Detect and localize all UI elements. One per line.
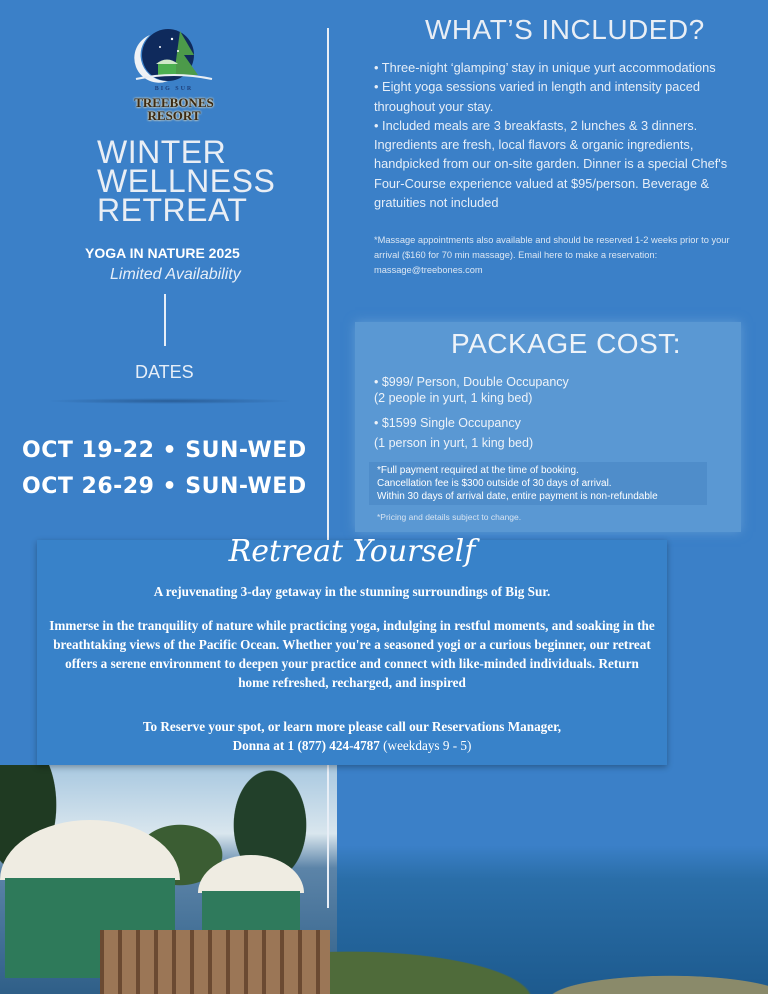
- logo-moon-yurt-icon: [128, 25, 220, 85]
- payment-note: *Full payment required at the time of booking.: [377, 465, 579, 476]
- massage-note: *Massage appointments also available and should be reserved 1-2 weeks prior to your arrival ($160 for 70 min massage). Email here to make a reservation: massage@treebones.com: [374, 235, 730, 275]
- included-item: • Eight yoga sessions varied in length and intensity paced throughout your stay.: [374, 79, 701, 114]
- contact-hours: (weekdays 9 - 5): [383, 738, 472, 753]
- double-detail: (2 people in yurt, 1 king bed): [374, 391, 533, 405]
- subtitle: YOGA IN NATURE 2025: [85, 245, 240, 261]
- date-range: OCT 19-22 • SUN-WED: [22, 438, 307, 463]
- title-line: WELLNESS: [97, 163, 276, 199]
- dates-label: DATES: [135, 362, 194, 382]
- double-price: • $999/ Person, Double Occupancy: [374, 375, 569, 389]
- single-price: • $1599 Single Occupancy: [374, 416, 521, 430]
- script-title: Retreat Yourself: [228, 534, 476, 569]
- treebones-logo: [128, 25, 220, 123]
- included-list: [374, 58, 754, 212]
- wooden-deck: [100, 930, 330, 994]
- logo-resort: RESORT: [147, 108, 201, 123]
- date-range: OCT 26-29 • SUN-WED: [22, 474, 307, 499]
- single-detail: (1 person in yurt, 1 king bed): [374, 436, 534, 450]
- title-line: RETREAT: [97, 192, 248, 228]
- shadow-divider: [45, 398, 295, 404]
- vertical-divider: [327, 28, 329, 908]
- retreat-title: [97, 134, 276, 228]
- payment-note: Cancellation fee is $300 outside of 30 days of arrival.: [377, 478, 612, 489]
- included-item: • Three-night ‘glamping’ stay in unique yurt accommodations: [374, 60, 716, 75]
- description: Immerse in the tranquility of nature while practicing yoga, indulging in restful moments, and soaking in the breathtaking views of the Pacific Ocean. Whether you're a seasoned yogi or a curious beginner, our retreat offers a serene environment to deepen your practice and connect with like-minded individuals. Return home refreshed, recharged, and inspired: [49, 618, 655, 690]
- contact-line: To Reserve your spot, or learn more please call our Reservations Manager,: [142, 719, 562, 734]
- included-heading: WHAT’S INCLUDED?: [425, 14, 705, 45]
- logo-big-sur: BIG SUR: [154, 86, 194, 92]
- contact-phone[interactable]: Donna at 1 (877) 424-4787: [232, 738, 380, 753]
- tagline: A rejuvenating 3-day getaway in the stunning surroundings of Big Sur.: [153, 584, 551, 599]
- retreat-yourself-panel: [37, 534, 667, 765]
- package-cost-box: [355, 322, 741, 532]
- payment-notes: [369, 462, 707, 505]
- pricing-disclaimer: *Pricing and details subject to change.: [377, 512, 522, 522]
- included-item: • Included meals are 3 breakfasts, 2 lunches & 3 dinners. Ingredients are fresh, local flavors & organic ingredients, handpicked from our on-site garden. Dinner is a special Chef's Four-Course experience valued at $95/person. Beverage & gratuities not included: [374, 117, 728, 211]
- package-heading: PACKAGE COST:: [451, 328, 682, 359]
- availability: Limited Availability: [110, 266, 241, 283]
- payment-note: Within 30 days of arrival date, entire payment is non-refundable: [377, 491, 658, 502]
- small-divider: [164, 294, 166, 346]
- title-line: WINTER: [97, 134, 227, 170]
- logo-treebones: TREEBONES: [134, 95, 214, 110]
